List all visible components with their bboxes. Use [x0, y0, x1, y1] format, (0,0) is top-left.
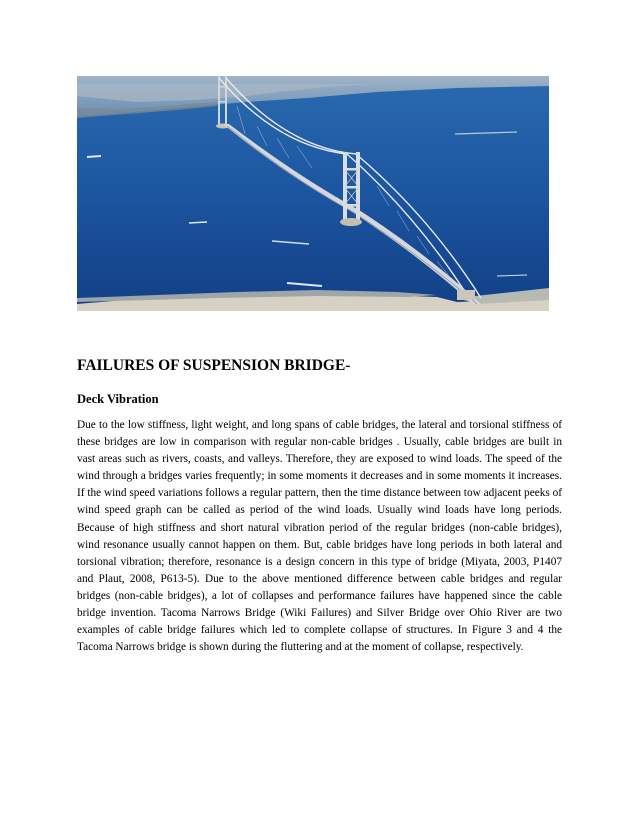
section-heading: FAILURES OF SUSPENSION BRIDGE- [77, 357, 351, 374]
subsection-heading: Deck Vibration [77, 392, 159, 406]
body-paragraph: Due to the low stiffness, light weight, and long spans of cable bridges, the lateral and torsional stiffness of these bridges are low in comparison with regular non-cable bridges . Usually, cable bridges are built in vast areas such as rivers, coasts, and valleys. Therefore, they are exposed to wind loads. The speed of the wind through a bridges varies frequently; in some moments it decreases and in some moments it increases. If the wind speed variations follows a regular pattern, then the time distance between tow adjacent peeks of wind speed graph can be called as period of the wind loads. Usually wind loads have long periods. Because of high stiffness and short natural vibration period of the regular bridges (non-cable bridges), wind resonance usually cannot happen on them. But, cable bridges have long periods in both lateral and torsional vibration; therefore, resonance is a design concern in this type of bridge (Miyata, 2003, P1407 and Plaut, 2008, P613-5). Due to the above mentioned difference between cable bridges and regular bridges (non-cable bridges), a lot of collapses and performance failures have happened since the cable bridge invention. Tacoma Narrows Bridge (Wiki Failures) and Silver Bridge over Ohio River are two examples of cable bridge failures which led to complete collapse of structures. In Figure 3 and 4 the Tacoma Narrows bridge is shown during the fluttering and at the moment of collapse, respectively. [77, 419, 562, 654]
bridge-illustration [77, 76, 549, 311]
bridge-photo [77, 76, 549, 311]
